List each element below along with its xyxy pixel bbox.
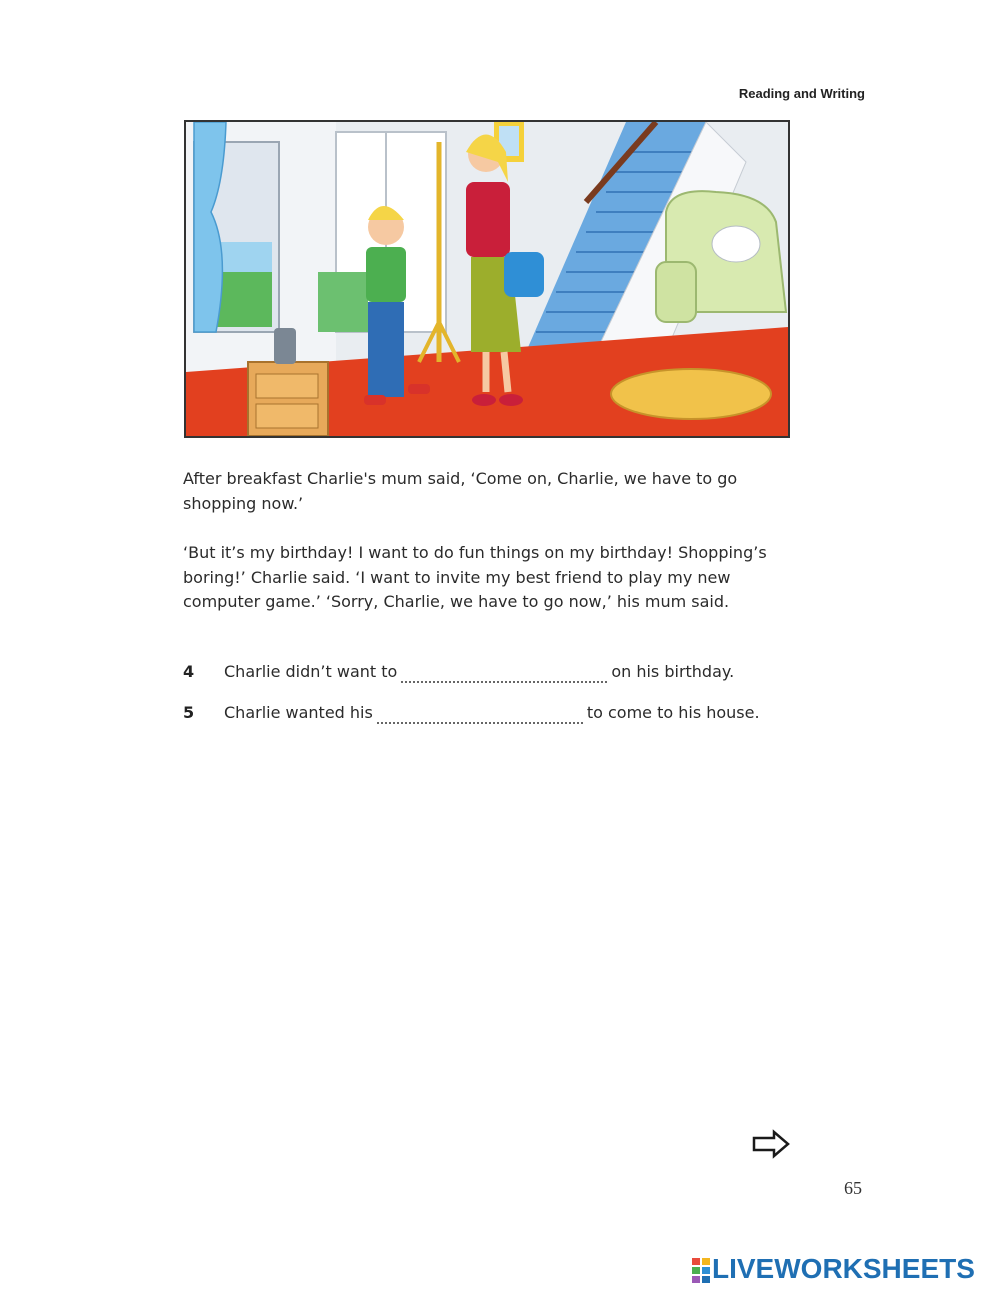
question-ending: on his birthday. — [611, 662, 735, 681]
story-paragraph-1: After breakfast Charlie's mum said, ‘Come on, Charlie, we have to go shopping now.’ — [183, 469, 738, 513]
answer-input-4[interactable] — [401, 663, 607, 683]
question-5 — [183, 700, 803, 726]
question-4 — [183, 659, 803, 685]
liveworksheets-logo-icon — [692, 1256, 710, 1283]
question-ending: to come to his house. — [586, 703, 760, 722]
question-text — [224, 659, 734, 685]
answer-input-5[interactable] — [377, 704, 583, 724]
hallway-scene-illustration — [184, 120, 790, 438]
question-prompt: Charlie didn’t want to — [224, 662, 398, 681]
brand-name: LIVEWORKSHEETS — [712, 1253, 975, 1284]
story-paragraph-2: ‘But it’s my birthday! I want to do fun things on my birthday! Shopping’s boring!’ Charlie said. ‘I want to invite my best friend to play my new computer game.’ ‘Sorry, Charlie, we have to go now,’ his mum said. — [183, 543, 767, 611]
brand-logo — [692, 1252, 975, 1286]
question-prompt: Charlie wanted his — [224, 703, 373, 722]
question-number: 5 — [183, 703, 195, 722]
page-number: 65 — [844, 1178, 862, 1198]
section-title: Reading and Writing — [738, 86, 865, 101]
question-text — [224, 700, 760, 726]
question-number: 4 — [183, 662, 195, 681]
next-page-arrow-icon[interactable] — [752, 1129, 792, 1159]
